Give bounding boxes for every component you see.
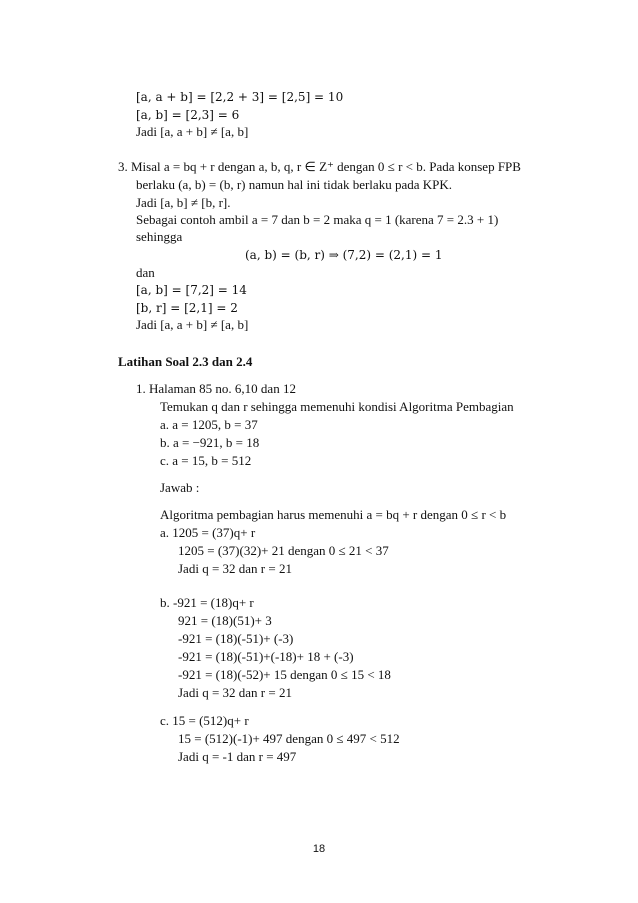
text-line: Algoritma pembagian harus memenuhi a = bq + r dengan 0 ≤ r < b bbox=[160, 507, 507, 522]
text-line: Jadi q = -1 dan r = 497 bbox=[178, 749, 297, 764]
text-line: b. -921 = (18)q+ r bbox=[160, 595, 254, 610]
text-line: (a, b) = (b, r) ⇒ (7,2) = (2,1) = 1 bbox=[245, 248, 443, 262]
section-heading: Latihan Soal 2.3 dan 2.4 bbox=[118, 354, 253, 369]
text-line: a. 1205 = (37)q+ r bbox=[160, 525, 256, 540]
text-line: [a, a + b] = [2,2 + 3] = [2,5] = 10 bbox=[136, 90, 344, 104]
text-line: c. 15 = (512)q+ r bbox=[160, 713, 249, 728]
text-line: a. a = 1205, b = 37 bbox=[160, 417, 258, 432]
page-number: 18 bbox=[312, 843, 326, 855]
text-line: -921 = (18)(-51)+(-18)+ 18 + (-3) bbox=[178, 649, 354, 664]
text-line: c. a = 15, b = 512 bbox=[160, 453, 252, 468]
text-line: Jadi [a, b] ≠ [b, r]. bbox=[136, 195, 231, 210]
text-line: Jawab : bbox=[160, 480, 200, 495]
text-line: 1. Halaman 85 no. 6,10 dan 12 bbox=[136, 381, 296, 396]
text-line: Temukan q dan r sehingga memenuhi kondisi Algoritma Pembagian bbox=[160, 399, 514, 414]
text-line: Jadi [a, a + b] ≠ [a, b] bbox=[136, 317, 249, 332]
text-line: Jadi q = 32 dan r = 21 bbox=[178, 561, 292, 576]
text-line: [b, r] = [2,1] = 2 bbox=[136, 301, 238, 315]
text-line: [a, b] = [7,2] = 14 bbox=[136, 283, 247, 297]
text-line: 1205 = (37)(32)+ 21 dengan 0 ≤ 21 < 37 bbox=[178, 543, 389, 558]
text-line: 15 = (512)(-1)+ 497 dengan 0 ≤ 497 < 512 bbox=[178, 731, 400, 746]
text-line: dan bbox=[136, 265, 155, 280]
text-line: -921 = (18)(-52)+ 15 dengan 0 ≤ 15 < 18 bbox=[178, 667, 391, 682]
text-line: 3. Misal a = bq + r dengan a, b, q, r ∈ Z⁺ dengan 0 ≤ r < b. Pada konsep FPB bbox=[118, 159, 521, 174]
text-line: Jadi q = 32 dan r = 21 bbox=[178, 685, 292, 700]
text-line: Sebagai contoh ambil a = 7 dan b = 2 maka q = 1 (karena 7 = 2.3 + 1) bbox=[136, 212, 499, 227]
text-line: berlaku (a, b) = (b, r) namun hal ini tidak berlaku pada KPK. bbox=[136, 177, 452, 192]
text-line: sehingga bbox=[136, 229, 183, 244]
text-line: -921 = (18)(-51)+ (-3) bbox=[178, 631, 294, 646]
text-line: 921 = (18)(51)+ 3 bbox=[178, 613, 272, 628]
text-line: b. a = −921, b = 18 bbox=[160, 435, 260, 450]
text-line: Jadi [a, a + b] ≠ [a, b] bbox=[136, 124, 249, 139]
text-line: [a, b] = [2,3] = 6 bbox=[136, 108, 240, 122]
